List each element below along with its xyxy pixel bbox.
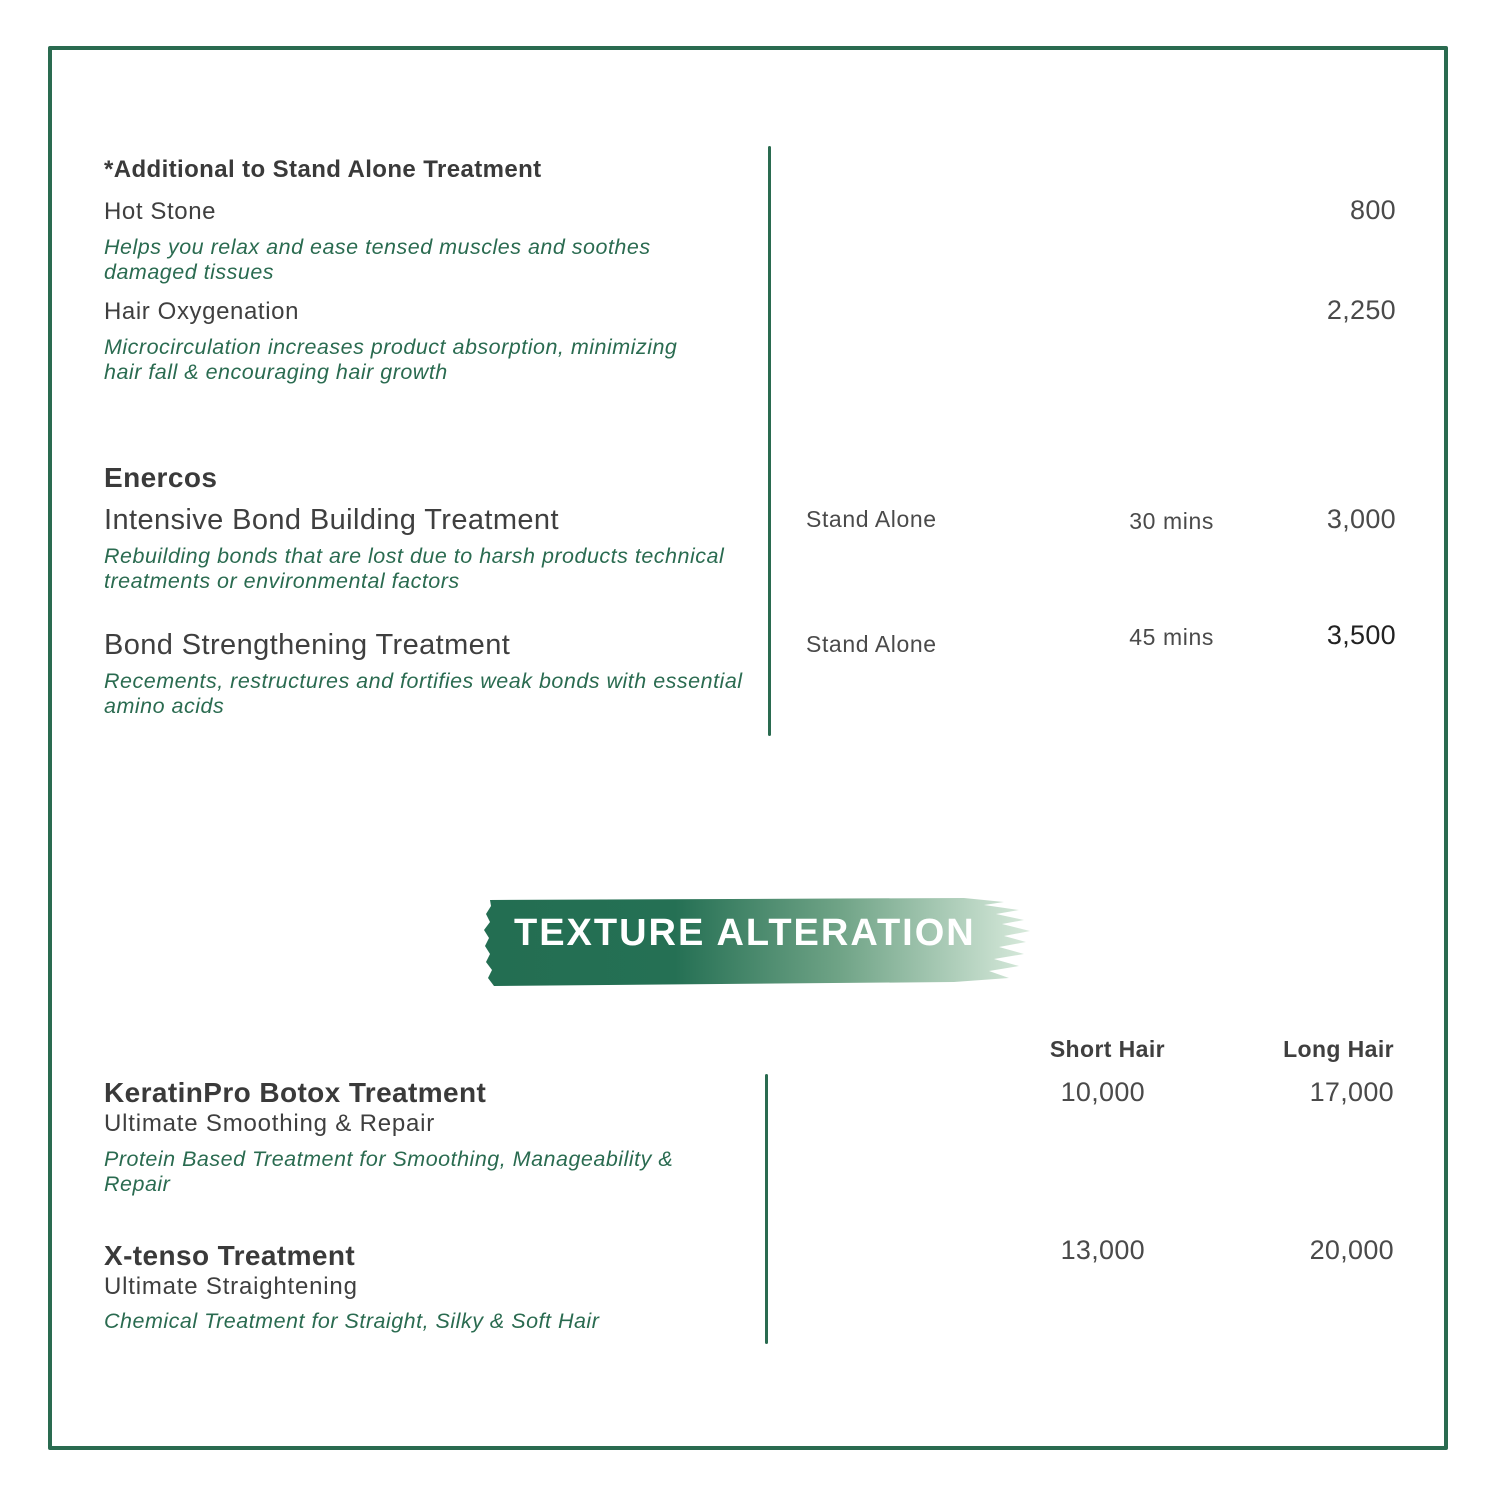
treatment-description: Rebuilding bonds that are lost due to harsh products technical treatments or environmental factors (104, 544, 725, 593)
treatment-type: Stand Alone (806, 631, 937, 657)
addon-description: Helps you relax and ease tensed muscles and soothes damaged tissues (104, 235, 651, 284)
addon-price: 2,250 (1326, 295, 1396, 325)
addon-name: Hair Oxygenation (104, 298, 300, 325)
treatment-duration: 30 mins (1129, 508, 1214, 534)
price-short-hair: 10,000 (1060, 1077, 1145, 1107)
price-long-hair: 17,000 (1309, 1077, 1394, 1107)
treatment-description: Chemical Treatment for Straight, Silky & Soft Hair (104, 1309, 600, 1333)
treatment-duration: 45 mins (1129, 624, 1214, 650)
treatment-name: KeratinPro Botox Treatment (104, 1077, 487, 1108)
treatment-name: X-tenso Treatment (104, 1240, 356, 1271)
treatment-description: Recements, restructures and fortifies weak bonds with essential amino acids (104, 669, 743, 718)
section-banner-title: TEXTURE ALTERATION (514, 912, 976, 954)
treatment-subtitle: Ultimate Smoothing & Repair (104, 1110, 436, 1137)
treatment-description: Protein Based Treatment for Smoothing, Manageability & Repair (104, 1147, 674, 1196)
price-long-hair: 20,000 (1309, 1235, 1394, 1265)
brand-heading: Enercos (104, 462, 218, 493)
column-divider (765, 1074, 768, 1344)
addons-heading: *Additional to Stand Alone Treatment (104, 156, 542, 183)
column-header-long-hair: Long Hair (1283, 1036, 1394, 1062)
column-divider (768, 146, 771, 736)
treatment-price: 3,500 (1326, 620, 1396, 650)
price-short-hair: 13,000 (1060, 1235, 1145, 1265)
treatment-subtitle: Ultimate Straightening (104, 1273, 358, 1300)
treatment-price: 3,000 (1326, 504, 1396, 534)
treatment-name: Bond Strengthening Treatment (104, 629, 511, 661)
column-header-short-hair: Short Hair (1049, 1036, 1165, 1062)
addon-name: Hot Stone (104, 198, 217, 225)
treatment-type: Stand Alone (806, 506, 937, 532)
addon-description: Microcirculation increases product absorption, minimizing hair fall & encouraging hair growth (104, 335, 678, 384)
treatment-name: Intensive Bond Building Treatment (104, 504, 559, 536)
addon-price: 800 (1350, 195, 1396, 225)
